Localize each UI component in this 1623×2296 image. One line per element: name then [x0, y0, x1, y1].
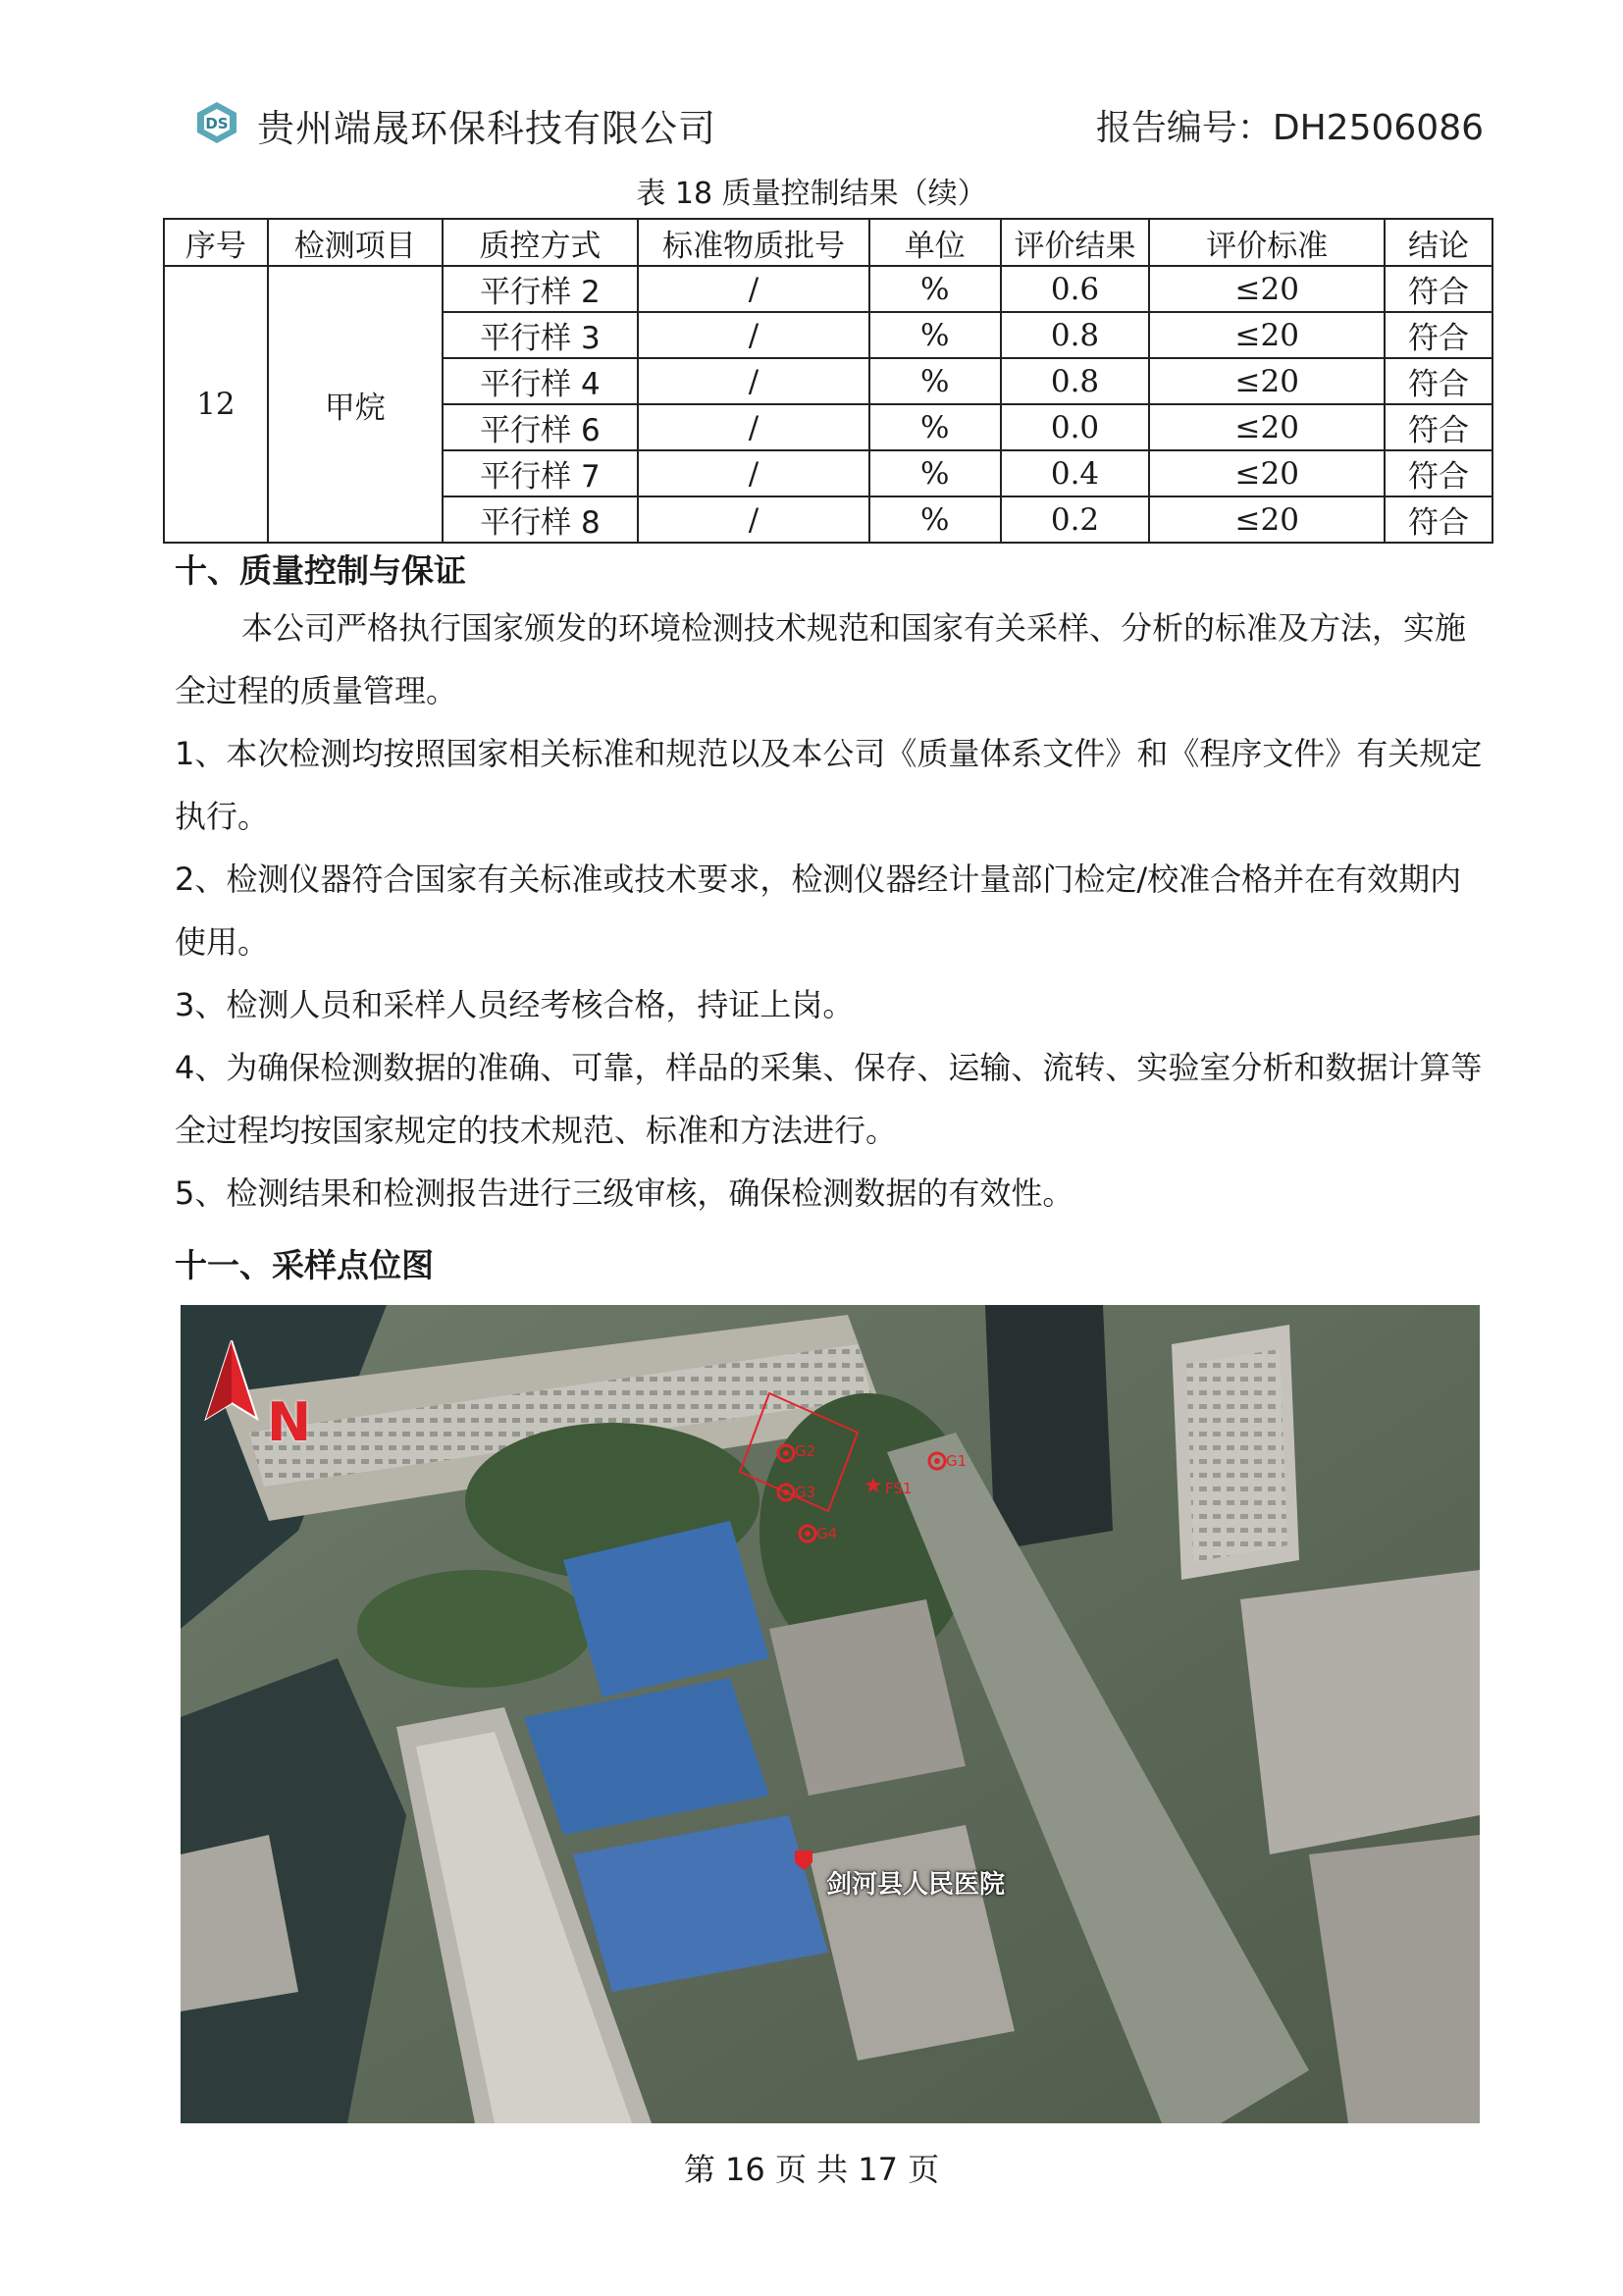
quality-control-table — [163, 218, 1493, 544]
unit-cell: % — [869, 358, 1001, 404]
north-label: N — [267, 1391, 312, 1453]
conclusion-cell: 符合 — [1385, 496, 1492, 543]
sampling-point-marker-icon — [775, 1482, 797, 1503]
section-title: 十、质量控制与保证 — [175, 551, 466, 590]
list-item: 3、检测人员和采样人员经考核合格，持证上岗。 — [175, 986, 855, 1023]
method-cell: 平行样 3 — [443, 312, 639, 358]
method-cell: 平行样 2 — [443, 266, 639, 312]
column-header: 结论 — [1385, 219, 1492, 266]
result-cell: 0.8 — [1001, 358, 1150, 404]
conclusion-cell: 符合 — [1385, 312, 1492, 358]
batch-cell: / — [638, 404, 869, 450]
list-item: 5、检测结果和检测报告进行三级审核，确保检测数据的有效性。 — [175, 1174, 1074, 1212]
unit-cell: % — [869, 450, 1001, 496]
standard-cell: ≤20 — [1149, 496, 1385, 543]
sampling-point-label: G2 — [795, 1442, 816, 1460]
group-number-cell: 12 — [164, 266, 268, 543]
column-header: 检测项目 — [268, 219, 443, 266]
result-cell: 0.2 — [1001, 496, 1150, 543]
sampling-point-label: G3 — [795, 1484, 816, 1501]
sampling-point-marker-icon — [926, 1450, 948, 1472]
unit-cell: % — [869, 496, 1001, 543]
column-header: 质控方式 — [443, 219, 639, 266]
table-header-row — [164, 219, 1492, 266]
hospital-marker-icon — [791, 1847, 816, 1872]
standard-cell: ≤20 — [1149, 450, 1385, 496]
page-number: 第 16 页 共 17 页 — [683, 2151, 940, 2188]
satellite-image — [181, 1305, 1480, 2123]
conclusion-cell: 符合 — [1385, 404, 1492, 450]
section-title: 十一、采样点位图 — [175, 1246, 434, 1284]
column-header: 标准物质批号 — [638, 219, 869, 266]
method-cell: 平行样 8 — [443, 496, 639, 543]
batch-cell: / — [638, 266, 869, 312]
sampling-point-marker-icon — [797, 1523, 818, 1544]
sampling-point-label: G4 — [816, 1525, 838, 1542]
column-header: 评价标准 — [1149, 219, 1385, 266]
conclusion-cell: 符合 — [1385, 266, 1492, 312]
result-cell: 0.8 — [1001, 312, 1150, 358]
batch-cell: / — [638, 312, 869, 358]
standard-cell: ≤20 — [1149, 404, 1385, 450]
batch-cell: / — [638, 496, 869, 543]
standard-cell: ≤20 — [1149, 358, 1385, 404]
standard-cell: ≤20 — [1149, 312, 1385, 358]
sampling-site-map — [181, 1305, 1480, 2123]
conclusion-cell: 符合 — [1385, 358, 1492, 404]
batch-cell: / — [638, 450, 869, 496]
list-item: 4、为确保检测数据的准确、可靠，样品的采集、保存、运输、流转、实验室分析和数据计算等全过程均按国家规定的技术规范、标准和方法进行。 — [175, 1049, 1483, 1149]
sampling-point-label: G1 — [946, 1452, 968, 1470]
batch-cell: / — [638, 358, 869, 404]
column-header: 单位 — [869, 219, 1001, 266]
section-intro-paragraph: 本公司严格执行国家颁发的环境检测技术规范和国家有关采样、分析的标准及方法，实施全过程的质量管理。 — [175, 609, 1467, 709]
table-row — [164, 266, 1492, 312]
table-caption: 表 18 质量控制结果（续） — [636, 177, 987, 211]
column-header: 序号 — [164, 219, 268, 266]
conclusion-cell: 符合 — [1385, 450, 1492, 496]
result-cell: 0.0 — [1001, 404, 1150, 450]
standard-cell: ≤20 — [1149, 266, 1385, 312]
result-cell: 0.4 — [1001, 450, 1150, 496]
company-logo — [194, 100, 239, 145]
hospital-label: 剑河县人民医院 — [826, 1870, 1006, 1900]
list-item: 1、本次检测均按照国家相关标准和规范以及本公司《质量体系文件》和《程序文件》有关规定执行。 — [175, 735, 1483, 835]
method-cell: 平行样 6 — [443, 404, 639, 450]
company-name: 贵州端晟环保科技有限公司 — [257, 107, 717, 150]
unit-cell: % — [869, 404, 1001, 450]
unit-cell: % — [869, 266, 1001, 312]
sampling-point-marker-icon — [775, 1442, 797, 1464]
star-marker-icon: ★ — [864, 1474, 883, 1498]
method-cell: 平行样 4 — [443, 358, 639, 404]
method-cell: 平行样 7 — [443, 450, 639, 496]
svg-text:DS: DS — [205, 115, 229, 132]
report-number: 报告编号：DH2506086 — [1095, 108, 1484, 148]
column-header: 评价结果 — [1001, 219, 1150, 266]
group-item-cell: 甲烷 — [268, 266, 443, 543]
result-cell: 0.6 — [1001, 266, 1150, 312]
unit-cell: % — [869, 312, 1001, 358]
sampling-point-label: FS1 — [885, 1480, 913, 1497]
list-item: 2、检测仪器符合国家有关标准或技术要求，检测仪器经计量部门检定/校准合格并在有效期内使用。 — [175, 861, 1462, 961]
